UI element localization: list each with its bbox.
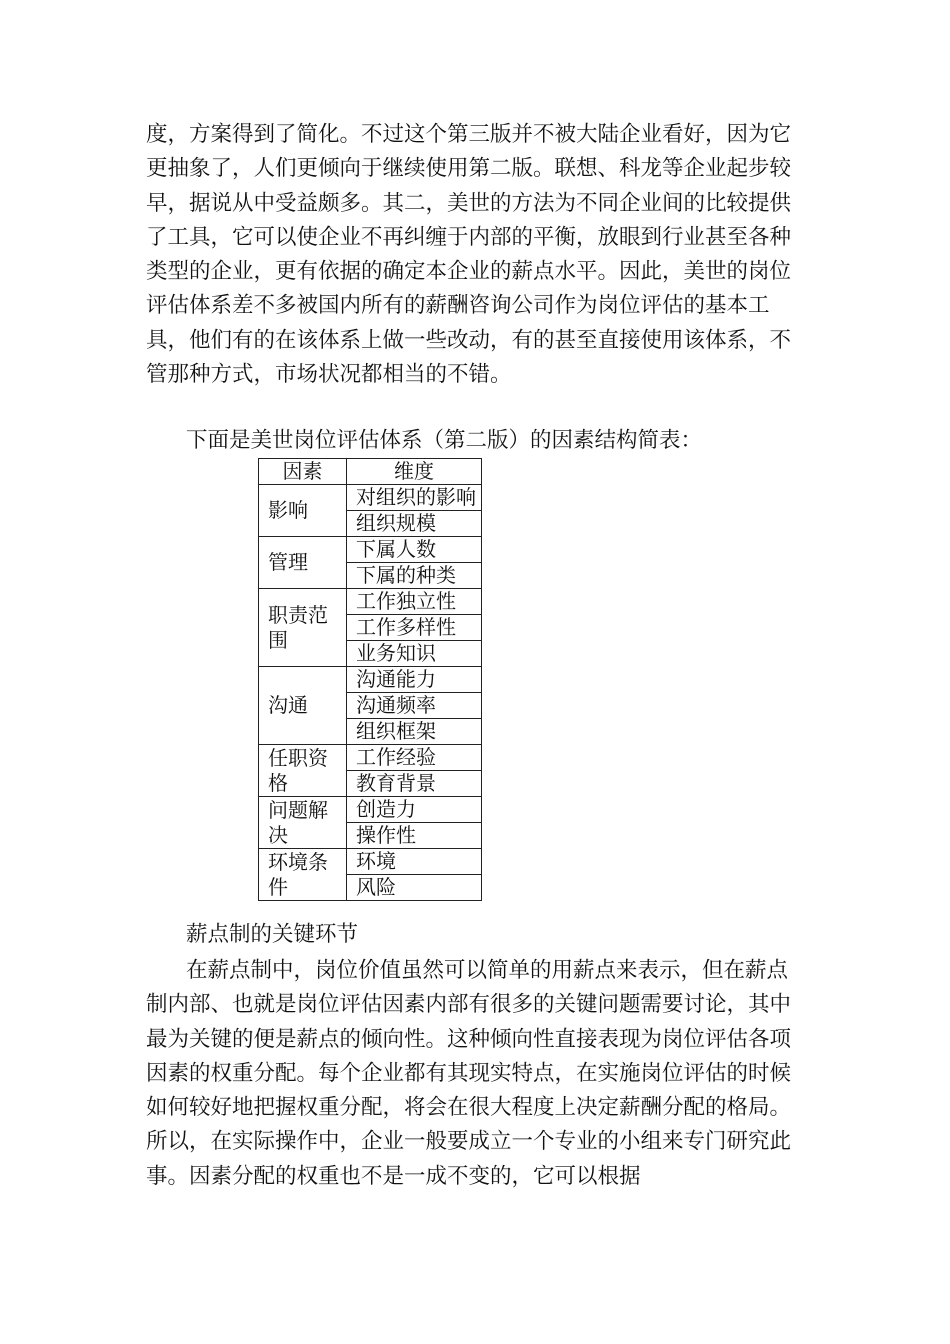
dimension-cell: 工作经验 (347, 745, 482, 771)
factor-cell: 环境条件 (259, 849, 347, 901)
table-row (259, 745, 482, 771)
body-paragraph: 度，方案得到了简化。不过这个第三版并不被大陆企业看好，因为它更抽象了，人们更倾向于继续使用第二版。联想、科龙等企业起步较早，据说从中受益颇多。其二，美世的方法为不同企业间的比较提供了工具，它可以使企业不再纠缠于内部的平衡，放眼到行业甚至各种类型的企业，更有依据的确定本企业的薪点水平。因此，美世的岗位评估体系差不多被国内所有的薪酬咨询公司作为岗位评估的基本工具，他们有的在该体系上做一些改动，有的甚至直接使用该体系，不管那种方式，市场状况都相当的不错。 (146, 122, 792, 388)
dimension-cell: 教育背景 (347, 771, 482, 797)
table-row (259, 667, 482, 693)
dimension-cell: 风险 (347, 875, 482, 901)
table-row (259, 537, 482, 563)
dimension-cell: 工作独立性 (347, 589, 482, 615)
dimension-cell: 业务知识 (347, 641, 482, 667)
dimension-cell: 对组织的影响 (347, 485, 482, 511)
section-heading: 薪点制的关键环节 (186, 922, 359, 947)
dimension-cell: 创造力 (347, 797, 482, 823)
factor-cell: 影响 (259, 485, 347, 537)
factor-cell: 管理 (259, 537, 347, 589)
factor-structure-table (258, 458, 482, 901)
factor-cell: 沟通 (259, 667, 347, 745)
table-row (259, 849, 482, 875)
dimension-cell: 环境 (347, 849, 482, 875)
dimension-cell: 下属的种类 (347, 563, 482, 589)
header-factor: 因素 (259, 459, 347, 485)
paragraph-text: 在薪点制中，岗位价值虽然可以简单的用薪点来表示，但在薪点制内部、也就是岗位评估因素内部有很多的关键问题需要讨论，其中最为关键的便是薪点的倾向性。这种倾向性直接表现为岗位评估各项因素的权重分配。每个企业都有其现实特点，在实施岗位评估的时候如何较好地把握权重分配，将会在很大程度上决定薪酬分配的格局。所以，在实际操作中，企业一般要成立一个专业的小组来专门研究此事。因素分配的权重也不是一成不变的，它可以根据 (146, 958, 792, 1189)
dimension-cell: 组织规模 (347, 511, 482, 537)
dimension-cell: 沟通频率 (347, 693, 482, 719)
body-paragraph (146, 954, 806, 1194)
dimension-cell: 下属人数 (347, 537, 482, 563)
dimension-cell: 工作多样性 (347, 615, 482, 641)
dimension-cell: 沟通能力 (347, 667, 482, 693)
dimension-cell: 操作性 (347, 823, 482, 849)
table-intro: 下面是美世岗位评估体系（第二版）的因素结构简表： (186, 428, 703, 453)
header-dimension: 维度 (347, 459, 482, 485)
factor-cell: 问题解决 (259, 797, 347, 849)
table-row (259, 485, 482, 511)
table-row (259, 589, 482, 615)
dimension-cell: 组织框架 (347, 719, 482, 745)
table-header-row (259, 459, 482, 485)
factor-cell: 任职资格 (259, 745, 347, 797)
factor-cell: 职责范围 (259, 589, 347, 667)
table-row (259, 797, 482, 823)
